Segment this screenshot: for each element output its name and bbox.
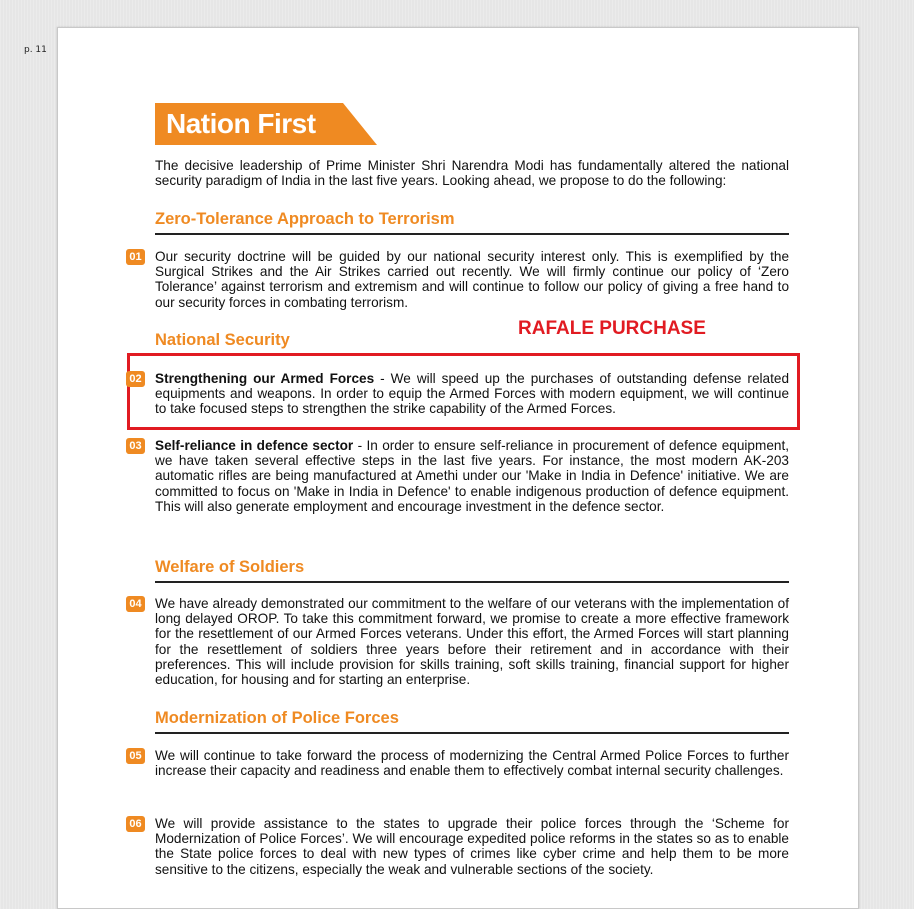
list-item-01 [129,249,789,310]
list-item-02 [129,371,789,417]
section-terrorism [155,210,789,235]
document-page [57,27,859,909]
item-text [155,371,789,417]
section-title-police: Modernization of Police Forces [155,709,789,734]
item-lead: Strengthening our Armed Forces [155,371,375,386]
item-body: - In order to ensure self-reliance in procurement of defence equipment, we have taken several effective steps in the last five years. For instance, the most modern AK-203 automatic rifles are being manufactured at Amethi under our 'Make in India in Defence' initiative. We are committed to focus on 'Make in India in Defence' to enable indigenous production of defence equipment. This will also generate employment and encourage investment in the defence sector. [155,438,789,514]
section-title-security: National Security [155,331,290,349]
list-item-06 [129,816,789,877]
item-number-badge: 03 [126,438,145,454]
list-item-04 [129,596,789,688]
list-item-05 [129,748,789,779]
page-number-label: p. 11 [24,45,47,55]
annotation-label: RAFALE PURCHASE [518,318,706,339]
section-police [155,709,789,734]
section-title-terrorism: Zero-Tolerance Approach to Terrorism [155,210,789,235]
intro-text: The decisive leadership of Prime Minister Shri Narendra Modi has fundamentally altered the national security paradigm of India in the last five years. Looking ahead, we propose to do the following: [155,158,789,189]
item-text: We will provide assistance to the states to upgrade their police forces through the ‘Scheme for Modernization of Police Forces’. We will encourage expedited police reforms in the states so as to enable the State police forces to deal with new types of crimes like cyber crime and help them to be more sensitive to the citizens, especially the weak and vulnerable sections of the society. [155,816,789,877]
item-text: Our security doctrine will be guided by our national security interest only. This is exemplified by the Surgical Strikes and the Air Strikes carried out recently. We will firmly continue our policy of ‘Zero Tolerance’ against terrorism and extremism and will continue to follow our policy of giving a free hand to our security forces in combating terrorism. [155,249,789,310]
item-lead: Self-reliance in defence sector [155,438,354,453]
item-number-badge: 01 [126,249,145,265]
item-body: - We will speed up the purchases of outstanding defense related equipments and weapons. In order to equip the Armed Forces with modern equipment, we will continue to take focused steps to strengthen the strike capability of the Armed Forces. [155,371,789,417]
banner-title: Nation First [166,108,316,139]
list-item-03 [129,438,789,514]
item-text [155,438,789,514]
intro-paragraph [155,158,789,188]
item-text: We have already demonstrated our commitment to the welfare of our veterans with the implementation of long delayed OROP. To take this commitment forward, we promise to create a more effective framework for the resettlement of our Armed Forces veterans. Under this effort, the Armed Forces will start planning for the resettlement of soldiers three years before their retirement and in accordance with their preferences. This will include provision for skills training, soft skills training, financial support for higher education, for housing and for starting an enterprise. [155,596,789,688]
item-text: We will continue to take forward the process of modernizing the Central Armed Police Forces to further increase their capacity and readiness and enable them to effectively combat internal security challenges. [155,748,789,779]
section-title-soldiers: Welfare of Soldiers [155,558,789,583]
item-number-badge: 05 [126,748,145,764]
item-number-badge: 02 [126,371,145,387]
item-number-badge: 04 [126,596,145,612]
section-soldiers [155,558,789,583]
item-number-badge: 06 [126,816,145,832]
section-banner [155,103,377,145]
